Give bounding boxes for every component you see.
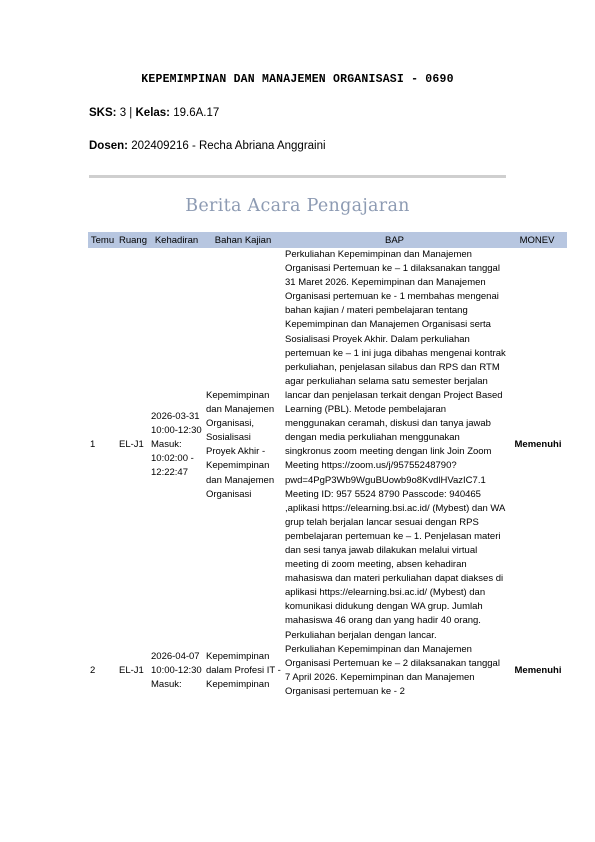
cell-monev: Memenuhi xyxy=(514,439,562,451)
cell-kehadiran: 2026-04-07 10:00-12:30 Masuk: xyxy=(151,650,202,690)
cell-monev: Memenuhi xyxy=(514,664,562,676)
lecturer-info xyxy=(89,140,326,152)
bap-table xyxy=(88,232,567,699)
dosen-value: 202409216 - Recha Abriana Anggraini xyxy=(131,140,326,152)
class-info xyxy=(89,107,219,119)
sks-label: SKS: xyxy=(89,107,117,119)
cell-ruang: EL-J1 xyxy=(119,439,144,451)
cell-bap: Perkuliahan Kepemimpinan dan Manajemen Organisasi Pertemuan ke – 1 dilaksanakan tanggal 31 Maret 2026. Kepemimpinan dan Manajemen Organisasi pertemuan ke - 1 membahas mengenai bahan kajian / materi pembelajaran tentang Kepemimpinan dan Manajemen Organisasi serta Sosialisasi Proyek Akhir. Dalam perkuliahan pertemuan ke – 1 ini juga dibahas mengenai kontrak perkuliahan, penjelasan silabus dan RPS dan RTM agar perkuliahan selama satu semester berjalan lancar dan penjelasan terkait dengan Project Based Learning (PBL). Metode pembelajaran menggunakan ceramah, diskusi dan tanya jawab dengan media perkuliahan menggunakan singkronus zoom meeting dengan link Join Zoom Meeting https://zoom.us/j/95755248790?pwd=4PgP3Wb9WguBUowb9o8KvdlHVazIC7.1 Meeting ID: 957 5524 8790 Passcode: 940465 ,aplikasi https://elearning.bsi.ac.id/ (Mybest) dan WA grup telah berjalan lancar sesuai dengan RPS pembelajaran pertemuan ke – 1. Penjelasan materi dan sesi tanya jawab dilakukan melalui virtual meeting di zoom meeting, absen kehadiran mahasiswa dan materi perkuliahan dapat diakses di aplikasi https://elearning.bsi.ac.id/ (Mybest) dan komunikasi didukung dengan WA grup. Jumlah mahasiswa 46 orang dan yang hadir 40 orang. Perkuliahan berjalan dengan lancar. xyxy=(285,249,506,641)
dosen-label: Dosen: xyxy=(89,140,128,152)
table-row xyxy=(88,248,567,643)
col-header-temu: Temu xyxy=(88,232,117,248)
cell-bahan-kajian: Kepemimpinan dan Manajemen Organisasi, Sosialisasi Proyek Akhir - Kepemimpinan dan Manajemen Organisasi xyxy=(206,389,275,500)
cell-kehadiran: 2026-03-31 10:00-12:30 Masuk: 10:02:00 - 12:22:47 xyxy=(151,411,202,479)
section-title: Berita Acara Pengajaran xyxy=(185,196,410,216)
kelas-label: Kelas: xyxy=(135,107,171,119)
cell-bahan-kajian: Kepemimpinan dalam Profesi IT - Kepemimpinan xyxy=(206,650,281,690)
kelas-value: 19.6A.17 xyxy=(173,107,220,119)
col-header-bahan-kajian: Bahan Kajian xyxy=(204,232,282,248)
table-header-row xyxy=(88,232,567,248)
cell-temu: 2 xyxy=(90,664,96,676)
table-row xyxy=(88,643,567,699)
separator: | xyxy=(129,107,133,119)
cell-ruang: EL-J1 xyxy=(119,664,144,676)
cell-bap: Perkuliahan Kepemimpinan dan Manajemen Organisasi Pertemuan ke – 2 dilaksanakan tanggal 7 April 2026. Kepemimpinan dan Manajemen Organisasi pertemuan ke - 2 xyxy=(285,643,500,697)
divider xyxy=(89,175,506,178)
col-header-monev: MONEV xyxy=(507,232,567,248)
col-header-kehadiran: Kehadiran xyxy=(149,232,204,248)
course-title: KEPEMIMPINAN DAN MANAJEMEN ORGANISASI - 0690 xyxy=(141,73,454,86)
cell-temu: 1 xyxy=(90,439,96,451)
col-header-bap: BAP xyxy=(282,232,507,248)
sks-value: 3 xyxy=(119,107,127,119)
col-header-ruang: Ruang xyxy=(117,232,149,248)
